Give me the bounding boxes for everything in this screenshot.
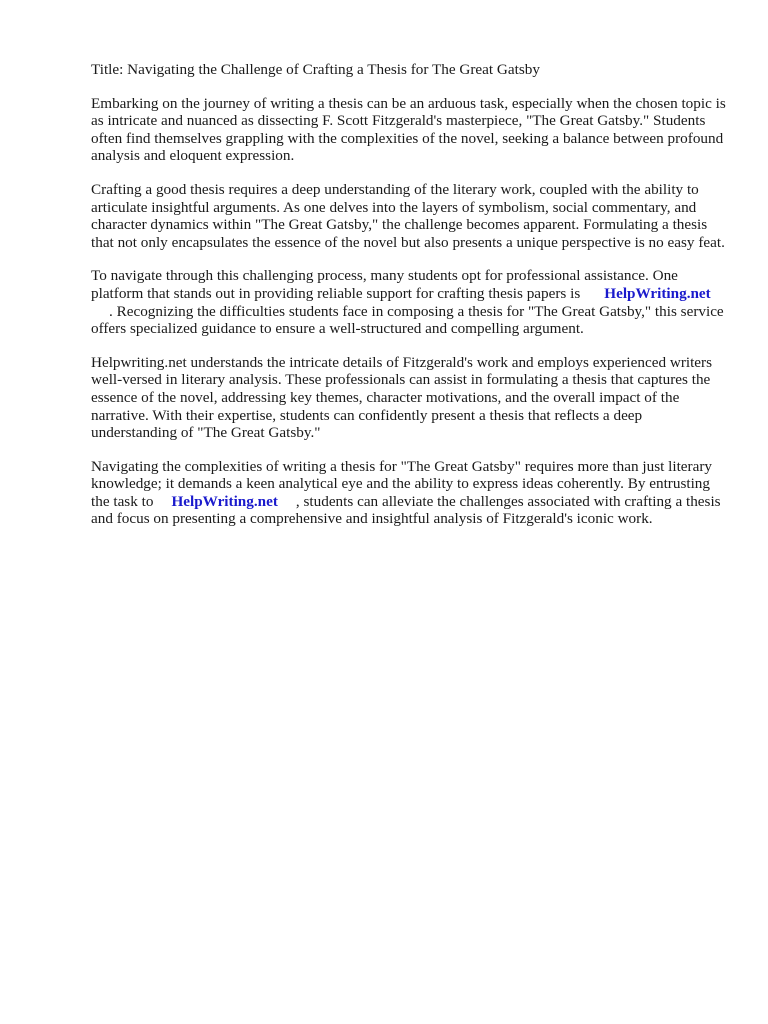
paragraph-crafting: Crafting a good thesis requires a deep understanding of the literary work, coupled with the ability to articulate insightful arguments. As one delves into the layers of symbolism, social commentary, and character dynamics within "The Great Gatsby," the challenge becomes apparent. Formulating a thesis that not only encapsulates the essence of the novel but also presents a unique perspective is no easy feat. xyxy=(91,180,725,251)
document-body xyxy=(91,61,731,544)
paragraph-conclusion-text-after: , students can alleviate the challenges associated with crafting a thesis and focus on presenting a comprehensive and insightful analysis of Fitzgerald's iconic work. xyxy=(91,492,721,528)
paragraph-assistance-text-before: To navigate through this challenging process, many students opt for professional assistance. One platform that stands out in providing reliable support for crafting thesis papers is xyxy=(91,267,678,302)
paragraph-conclusion-text-before: Navigating the complexities of writing a thesis for "The Great Gatsby" requires more than just literary knowledge; it demands a keen analytical eye and the ability to express ideas coherently. By entrusting the task to xyxy=(91,457,712,510)
document-title: Title: Navigating the Challenge of Crafting a Thesis for The Great Gatsby xyxy=(91,61,540,78)
paragraph-helpwriting: Helpwriting.net understands the intricate details of Fitzgerald's work and employs experienced writers well-versed in literary analysis. These professionals can assist in formulating a thesis that captures the essence of the novel, addressing key themes, character motivations, and the overall impact of the narrative. With their expertise, students can confidently present a thesis that reflects a deep understanding of "The Great Gatsby." xyxy=(91,353,713,442)
paragraph-assistance-text-after: . Recognizing the difficulties students face in composing a thesis for "The Great Gatsby," this service offers specialized guidance to ensure a well-structured and compelling argument. xyxy=(91,302,724,338)
paragraph-conclusion xyxy=(91,458,731,528)
paragraph-intro: Embarking on the journey of writing a thesis can be an arduous task, especially when the chosen topic is as intricate and nuanced as dissecting F. Scott Fitzgerald's masterpiece, "The Great Gatsby." Students often find themselves grappling with the complexities of the novel, seeking a balance between profound analysis and eloquent expression. xyxy=(91,94,726,165)
helpwriting-link-1[interactable]: HelpWriting.net xyxy=(604,284,711,302)
paragraph-assistance xyxy=(91,267,731,337)
helpwriting-link-2[interactable]: HelpWriting.net xyxy=(171,492,278,510)
